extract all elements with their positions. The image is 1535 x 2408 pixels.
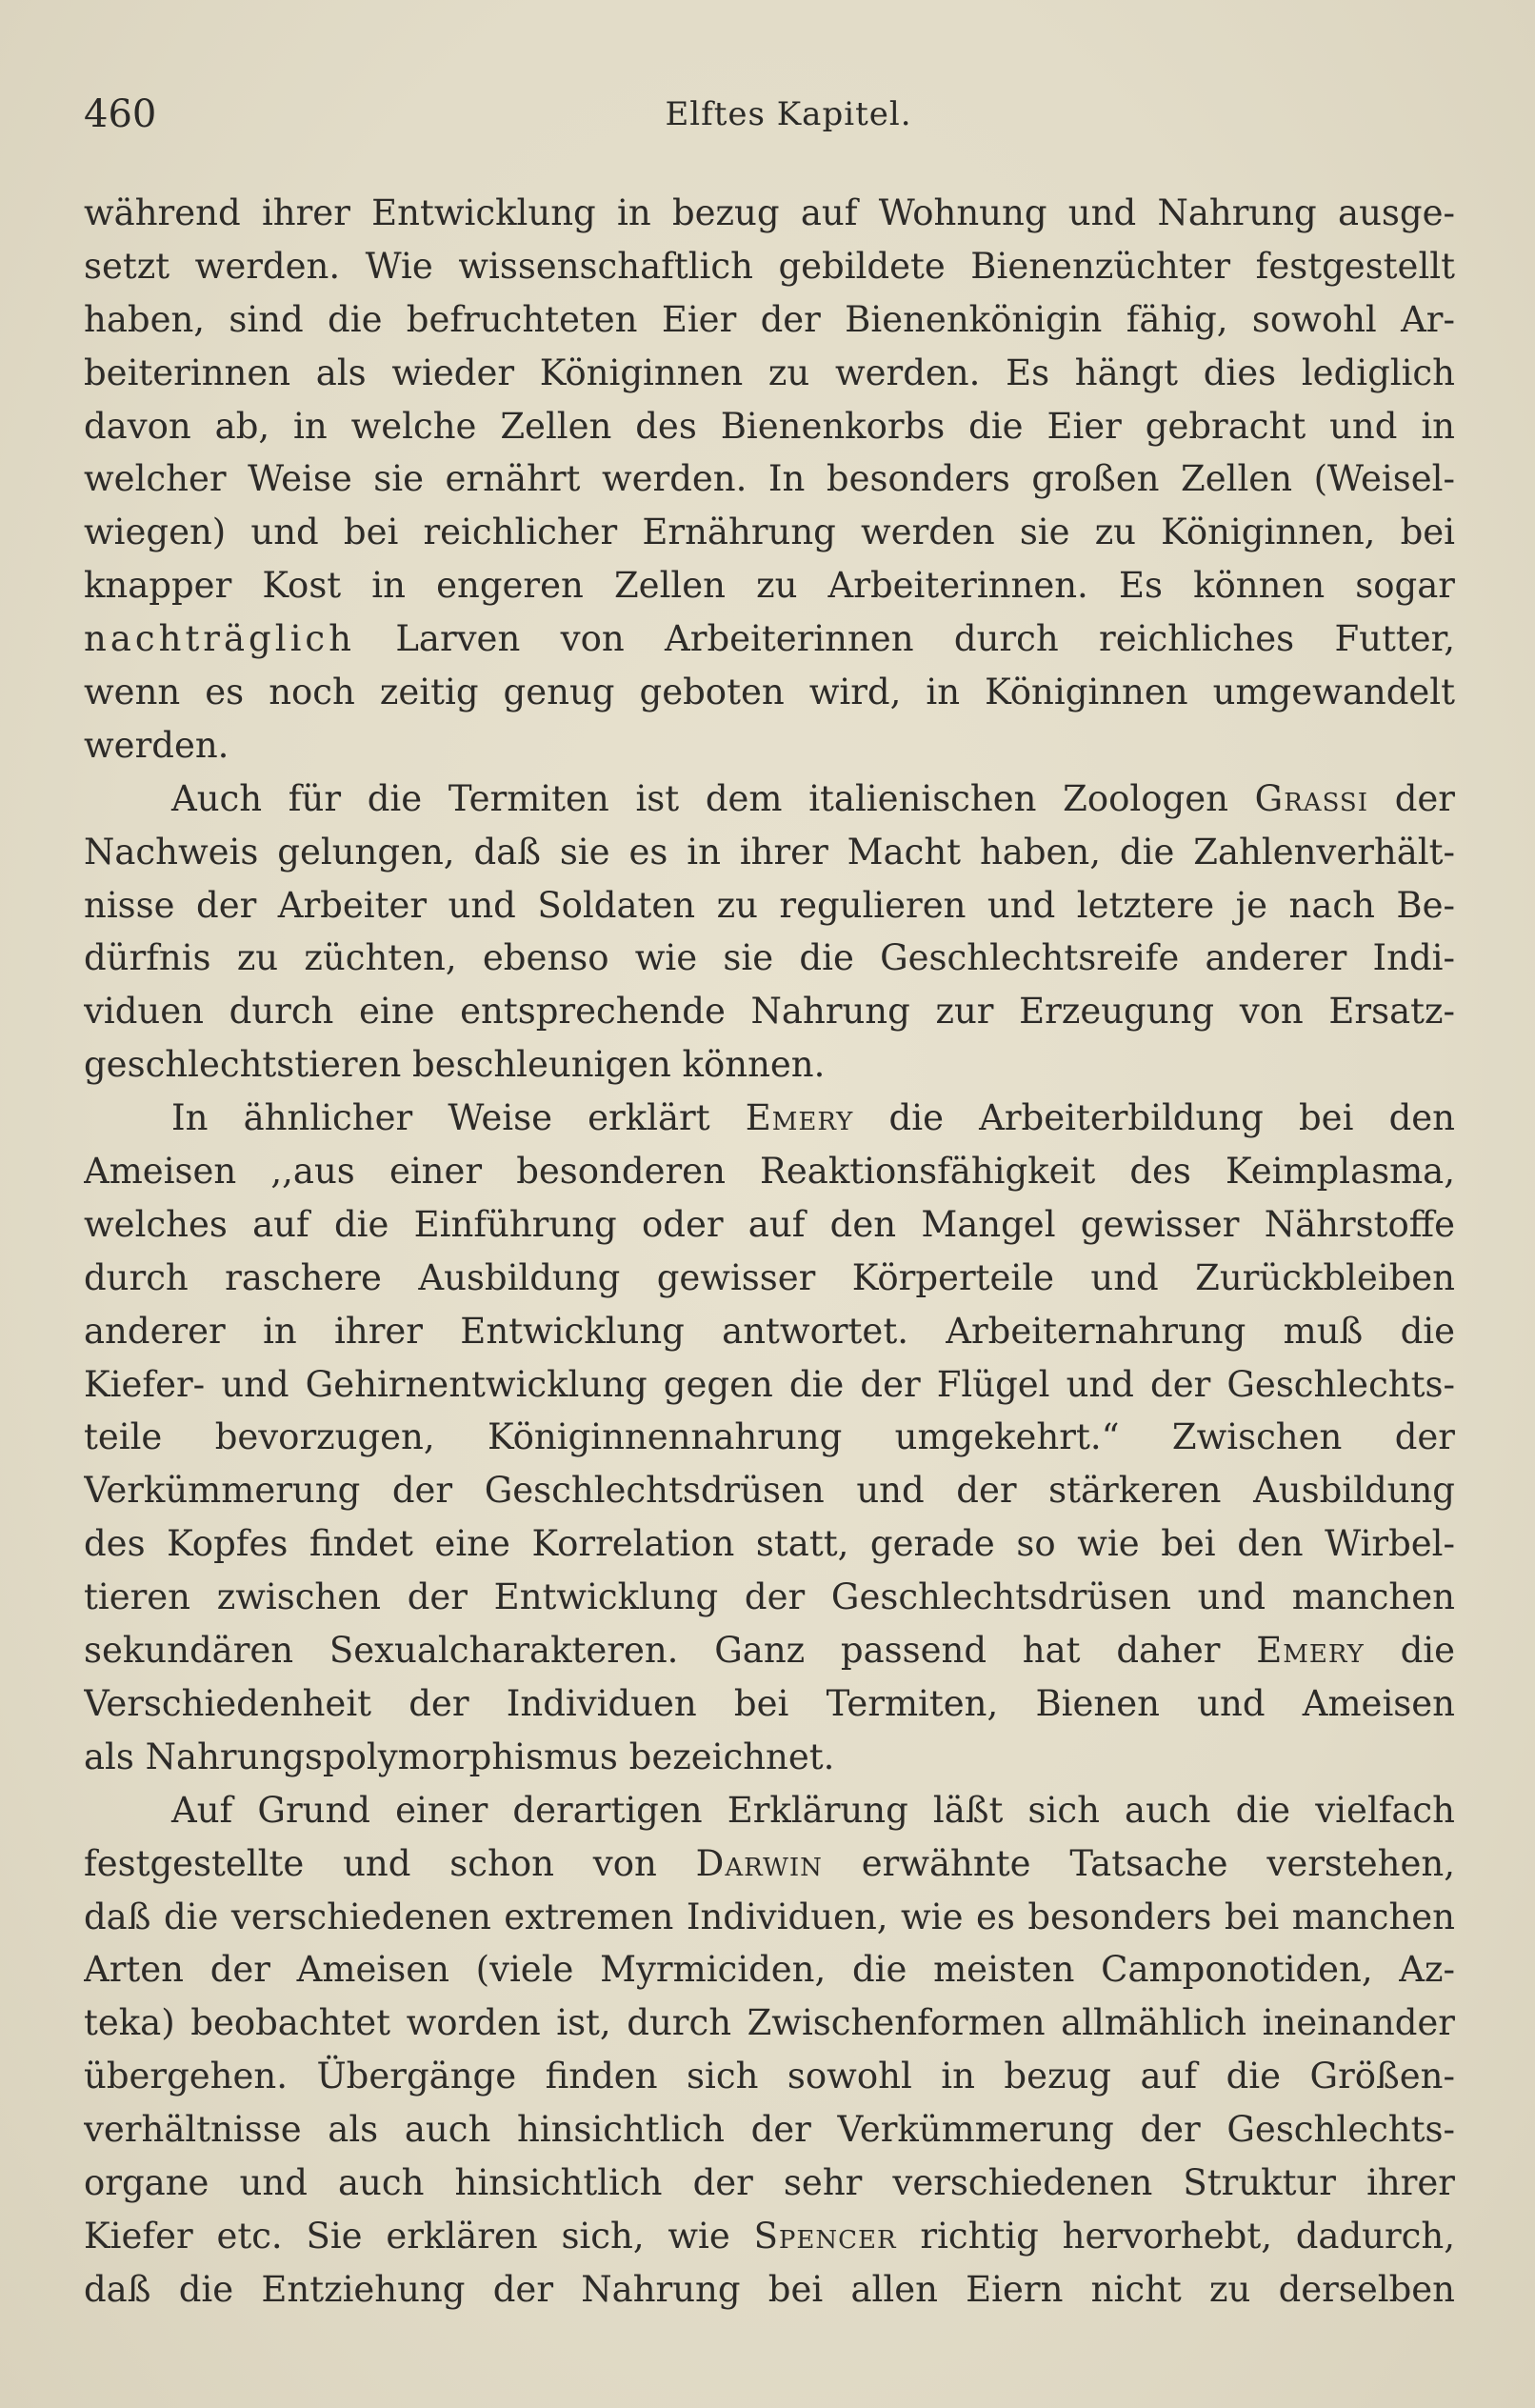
- text-line: [84, 2103, 1455, 2157]
- line-text: daß die Entziehung der Nahrung bei allen Eiern nicht zu derselben: [84, 2268, 1455, 2310]
- text-line: [84, 2263, 1455, 2317]
- line-text: haben, sind die befruchteten Eier der Bienenkönigin fähig, sowohl Ar-: [84, 298, 1455, 340]
- text-line: [84, 347, 1455, 400]
- line-text: anderer in ihrer Entwicklung antwortet. Arbeiternahrung muß die: [84, 1310, 1455, 1352]
- line-text: übergehen. Übergänge finden sich sowohl in bezug auf die Größen-: [84, 2056, 1455, 2097]
- line-text: richtig hervorhebt, dadurch,: [896, 2215, 1455, 2257]
- text-line: [84, 1571, 1455, 1624]
- text-line: [84, 506, 1455, 559]
- text-line: [84, 1997, 1455, 2050]
- spaced-emphasis: nachträglich: [84, 618, 355, 660]
- line-text: organe und auch hinsichtlich der sehr verschiedenen Struktur ihrer: [84, 2161, 1455, 2203]
- line-text: Ameisen ,,aus einer besonderen Reaktionsfähigkeit des Keimplasma,: [84, 1151, 1455, 1193]
- text-line: [84, 1784, 1455, 1837]
- text-line: [84, 240, 1455, 293]
- text-line: [84, 932, 1455, 985]
- line-text: setzt werden. Wie wissenschaftlich gebildete Bienenzüchter festgestellt: [84, 245, 1455, 287]
- author-name: Spencer: [753, 2215, 897, 2257]
- line-text: der: [1368, 777, 1455, 819]
- author-name: Darwin: [695, 1842, 823, 1884]
- text-line: [84, 666, 1455, 719]
- text-line: [84, 293, 1455, 347]
- body-text: [84, 187, 1455, 2317]
- line-text: teka) beobachtet worden ist, durch Zwischenformen allmählich ineinander: [84, 2002, 1455, 2044]
- text-line: [84, 1198, 1455, 1252]
- page-number: 460: [84, 92, 157, 136]
- line-text: beiterinnen als wieder Königinnen zu werden. Es hängt dies lediglich: [84, 351, 1455, 393]
- line-text: durch raschere Ausbildung gewisser Körperteile und Zurückbleiben: [84, 1256, 1455, 1298]
- line-text: verhältnisse als auch hinsichtlich der Verkümmerung der Geschlechts-: [84, 2109, 1455, 2151]
- author-name: Emery: [1256, 1630, 1365, 1672]
- text-line: [84, 1358, 1455, 1412]
- text-line: [84, 826, 1455, 879]
- line-text: viduen durch eine entsprechende Nahrung zur Erzeugung von Ersatz-: [84, 991, 1455, 1033]
- text-line: [84, 1624, 1455, 1677]
- text-line: [84, 1731, 1455, 1784]
- line-text: knapper Kost in engeren Zellen zu Arbeiterinnen. Es können sogar: [84, 565, 1455, 607]
- line-text: welches auf die Einführung oder auf den Mangel gewisser Nährstoffe: [84, 1203, 1455, 1245]
- line-text: wenn es noch zeitig genug geboten wird, in Königinnen umgewandelt: [84, 672, 1455, 713]
- line-text: dürfnis zu züchten, ebenso wie sie die Geschlechtsreife anderer Indi-: [84, 937, 1455, 979]
- text-line: [84, 773, 1455, 826]
- line-text: davon ab, in welche Zellen des Bienenkorbs die Eier gebracht und in: [84, 405, 1455, 447]
- text-line: [84, 187, 1455, 240]
- line-text: Verschiedenheit der Individuen bei Termiten, Bienen und Ameisen: [84, 1682, 1455, 1724]
- line-text: erwähnte Tatsache verstehen,: [822, 1842, 1455, 1884]
- line-text: festgestellte und schon von: [84, 1842, 696, 1884]
- text-line: [84, 985, 1455, 1038]
- line-text: daß die verschiedenen extremen Individuen, wie es besonders bei manchen: [84, 1896, 1455, 1937]
- text-line: [84, 1145, 1455, 1198]
- text-line: [84, 452, 1455, 506]
- text-line: [84, 2050, 1455, 2103]
- running-head: Elftes Kapitel.: [665, 95, 912, 133]
- line-text: Kiefer etc. Sie erklären sich, wie: [84, 2215, 754, 2257]
- text-line: [84, 1837, 1455, 1891]
- text-line: [84, 1092, 1455, 1145]
- line-text: werden.: [84, 724, 229, 766]
- text-line: [84, 1252, 1455, 1305]
- text-line: [84, 879, 1455, 933]
- line-text: teile bevorzugen, Königinnennahrung umgekehrt.“ Zwischen der: [84, 1416, 1455, 1458]
- text-line: [84, 1943, 1455, 1997]
- line-text: In ähnlicher Weise erklärt: [171, 1097, 746, 1139]
- text-line: [84, 1517, 1455, 1571]
- line-text: Larven von Arbeiterinnen durch reichliches Futter,: [354, 618, 1455, 660]
- page-header: [84, 88, 1455, 141]
- line-text: die: [1364, 1630, 1455, 1672]
- text-line: [84, 1891, 1455, 1944]
- line-text: als Nahrungspolymorphismus bezeichnet.: [84, 1736, 835, 1777]
- text-line: [84, 2157, 1455, 2210]
- text-line: [84, 719, 1455, 773]
- line-text: wiegen) und bei reichlicher Ernährung werden sie zu Königinnen, bei: [84, 512, 1455, 553]
- line-text: nisse der Arbeiter und Soldaten zu regulieren und letztere je nach Be-: [84, 884, 1455, 926]
- text-line: [84, 400, 1455, 453]
- line-text: tieren zwischen der Entwicklung der Geschlechtsdrüsen und manchen: [84, 1576, 1455, 1618]
- text-line: [84, 1411, 1455, 1464]
- line-text: Arten der Ameisen (viele Myrmiciden, die meisten Camponotiden, Az-: [84, 1949, 1455, 1991]
- line-text: des Kopfes findet eine Korrelation statt, gerade so wie bei den Wirbel-: [84, 1523, 1455, 1565]
- text-line: [84, 1038, 1455, 1092]
- line-text: Verkümmerung der Geschlechtsdrüsen und der stärkeren Ausbildung: [84, 1470, 1455, 1512]
- line-text: welcher Weise sie ernährt werden. In besonders großen Zellen (Weisel-: [84, 458, 1455, 500]
- author-name: Grassi: [1254, 777, 1369, 819]
- line-text: Kiefer- und Gehirnentwicklung gegen die der Flügel und der Geschlechts-: [84, 1363, 1455, 1405]
- line-text: Auf Grund einer derartigen Erklärung läßt sich auch die vielfach: [171, 1789, 1455, 1831]
- line-text: geschlechtstieren beschleunigen können.: [84, 1044, 826, 1086]
- line-text: Auch für die Termiten ist dem italienischen Zoologen: [171, 777, 1255, 819]
- author-name: Emery: [745, 1097, 854, 1139]
- text-line: [84, 559, 1455, 612]
- text-line: [84, 2210, 1455, 2263]
- line-text: die Arbeiterbildung bei den: [853, 1097, 1455, 1139]
- line-text: während ihrer Entwicklung in bezug auf Wohnung und Nahrung ausge-: [84, 192, 1455, 233]
- line-text: sekundären Sexualcharakteren. Ganz passend hat daher: [84, 1630, 1257, 1672]
- text-line: [84, 1305, 1455, 1358]
- text-line: [84, 1677, 1455, 1731]
- text-line: [84, 612, 1455, 666]
- text-line: [84, 1464, 1455, 1517]
- line-text: Nachweis gelungen, daß sie es in ihrer Macht haben, die Zahlenverhält-: [84, 831, 1455, 873]
